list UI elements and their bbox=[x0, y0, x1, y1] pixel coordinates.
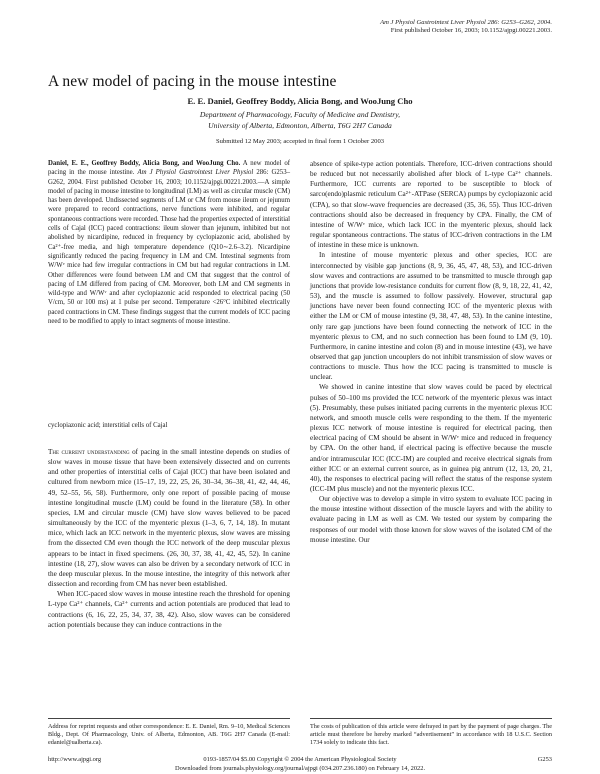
journal-citation-line: Am J Physiol Gastrointest Liver Physiol 286: G253–G262, 2004. bbox=[380, 19, 552, 26]
author-list: E. E. Daniel, Geoffrey Boddy, Alicia Bong, and WooJung Cho bbox=[187, 96, 413, 106]
abstract bbox=[48, 159, 290, 326]
affiliation-line-2: University of Alberta, Edmonton, Alberta, T6G 2H7 Canada bbox=[208, 121, 392, 130]
paragraph-text: of pacing in the small intestine depends on studies of slow waves in mouse tissue that have been extensively dissected and on currents and other properties of interstitial cells of Cajal (ICC) that have been isolated and cultured from newborn mice (15–17, 19, 22, 25, 26, 30–34, 36–38, 41, 42, 44, 46, 49, 52–55, 56, 58). Furthermore, only one report of possible pacing of mouse intestine longitudinal muscle (LM) could be found in the literature (58). In other species, LM and circular muscle (CM) have slow waves believed to be paced simultaneously by the ICC of the myenteric plexus (1–3, 6, 7, 14, 18). In mutant mice, which lack an ICC network in the myenteric plexus, slow waves are missing from the dissected CM even though the ICC network of the deep muscular plexus appears to be intact in fixed specimens. (26, 30, 37, 38, 41, 42, 45, 52). In canine intestine (18, 27), slow waves can also be driven by a secondary network of ICC in the deep muscular plexus. In the mouse intestine, the integrity of this network after dissection and recording from CM has never been established. bbox=[48, 448, 291, 589]
body-paragraph: absence of spike-type action potentials. Therefore, ICC-driven contractions should be reduced but not necessarily abolished after block of L-type Ca²⁺ channels. Furthermore, ICC currents are reported to be susceptible to block of sarco(endo)plasmic reticulum Ca²⁺-ATPase (SERCA) pumps by cyclopiazonic acid (CPA), so that slow-wave frequencies are decreased (35, 36, 55). Thus ICC-driven contractions should also be decreased in frequency by CPA. Finally, the CM of intestine of W/Wᵛ mice, which lack ICC in the myenteric plexus, should lack regular spontaneous contractions. The status of ICC-driven contractions in the LM of intestine in these mice is unknown. bbox=[310, 160, 552, 250]
body-paragraph: In intestine of mouse myenteric plexus and other species, ICC are interconnected by visible gap junctions (8, 9, 36, 45, 47, 48, 53), and ICC-driven slow waves and contractions are assumed to be transmitted to muscle through gap junctions that provide low-resistance conduits for current flow (8, 9, 18, 22, 41, 42, 53), and the muscle is assumed to follow passively. However, structural gap junctions have never been found connecting ICC of the myenteric plexus with either the LM or CM of mouse intestine (9, 38, 47, 48, 53). In the canine intestine, only rare gap junctions have been found connecting the network of ICC in the myenteric plexus to CM, and no such connection has been found to LM (9, 10). Furthermore, in canine intestine and colon (8) and in mouse intestine (43), we have observed that gap junction uncouplers do not inhibit transmission of slow waves or contractions to muscle. Thus how the ICC pacing is transmitted to muscle is unclear. bbox=[310, 251, 552, 382]
submission-dates: Submitted 12 May 2003; accepted in final form 1 October 2003 bbox=[215, 138, 385, 145]
footnote-rule-right bbox=[310, 718, 552, 719]
keywords: cyclopiazonic acid; interstitial cells of Cajal bbox=[48, 422, 168, 429]
correspondence-footnote: Address for reprint requests and other correspondence: E. E. Daniel, Rm. 9–10, Medical Sciences Bldg., Dept. Of Pharmacology, Univ. of Alberta, Edmonton, AB. T6G 2H7 Canada (E-mail: edaniel@ualberta.ca). bbox=[48, 723, 290, 746]
body-paragraph: We showed in canine intestine that slow waves could be paced by electrical pulses of 50–100 ms provided the ICC network of the myenteric plexus was intact (5). Presumably, these pulses initiated pacing currents in the myenteric plexus ICC network, and smooth muscle cells were responding to the them. If the myenteric plexus ICC network of mouse intestine is required for electrical pacing, then electrical pacing of CM should be absent in W/Wᵛ mice and reduced in frequency by CPA. On the other hand, if electrical pacing is effective because the muscle and/or intramuscular ICC (ICC-IM) are coupled and receive electrical signals from either ICC or an external current source, as in guinea pig antrum (12, 13, 20, 21, 40), the responses to electrical pacing will reflect the status of the response system (ICC-IM plus muscle) and not the myenteric plexus ICC. bbox=[310, 383, 552, 493]
body-column-right bbox=[310, 159, 552, 545]
affiliation bbox=[0, 109, 600, 131]
lead-in-text: The current understanding bbox=[48, 448, 130, 456]
footnote-rule-left bbox=[48, 718, 290, 719]
first-published-line: First published October 16, 2003; 10.1152/ajpgi.00221.2003. bbox=[390, 27, 552, 35]
body-column-left bbox=[48, 447, 290, 630]
abstract-citation-authors: Daniel, E. E., Geoffrey Boddy, Alicia Bong, and WooJung Cho. bbox=[48, 160, 241, 167]
abstract-citation-details: 286: G253–G262, 2004. First published October 16, 2003; 10.1152/ajpgi.00221.2003.— bbox=[48, 169, 290, 186]
copyright-line: 0193-1857/04 $5.00 Copyright © 2004 the American Physiological Society bbox=[203, 756, 397, 763]
journal-url: http://www.ajpgi.org bbox=[48, 756, 102, 763]
body-paragraph bbox=[48, 447, 290, 589]
abstract-body: A simple model of pacing in mouse intestine to longitudinal (LM) as well as circular muscle (CM) has been developed. Undissected segments of LM or CM from mouse ileum or jejunum were prepared to record contractions, nerve functions were inhibited, and regular spontaneous contractions were recorded. Those had the properties expected of interstitial cells of Cajal (ICC) paced contractions: ileum slower than jejunum, inhibited but not abolished by nicardipine, reduced in frequency by cyclopiazonic acid, abolished by Ca²⁺-free media, and high temperature dependence (Q10∼2.6–3.2). Nicardipine significantly reduced the pacing frequency in LM and CM. Intestinal segments from W/Wᵛ mice had few irregular contractions in CM but had regular contractions in LM. Other differences were found between LM and CM that suggest that the control of pacing of LM differed from pacing of CM. Moreover, both LM and CM segments in wild-type and W/Wᵛ and after cyclopiazonic acid responded to electrical pacing (50 V/cm, 50 or 100 ms) at 1 pulse per second. Temperature <26°C inhibited electrically paced contractions in CM. These findings suggest that the current models of ICC pacing need to be modified to apply to intact segments of mouse intestine. bbox=[48, 178, 290, 326]
affiliation-line-1: Department of Pharmacology, Faculty of Medicine and Dentistry, bbox=[199, 110, 401, 119]
abstract-citation-title: A new model of pacing in the mouse intestine. bbox=[48, 160, 290, 177]
running-header bbox=[380, 19, 552, 36]
download-notice: Downloaded from journals.physiology.org/journal/ajpgi (034.207.236.180) on February 14, 2022. bbox=[174, 765, 426, 772]
page-number: G253 bbox=[537, 756, 552, 763]
body-paragraph: When ICC-paced slow waves in mouse intestine reach the threshold for opening L-type Ca²⁺ channels, Ca²⁺ currents and action potentials are produced that lead to contractions (6, 16, 22, 25, 34, 37, 38, 42). Also, slow waves can be considered action potentials because they can induce contractions in the bbox=[48, 590, 290, 629]
body-paragraph: Our objective was to develop a simple in vitro system to evaluate ICC pacing in the mouse intestine without dissection of the muscle layers and with the ability to evaluate pacing in LM as well as CM. We tested our system by comparing the responses of our model with those known for slow waves of the isolated CM of the mouse intestine. Our bbox=[310, 495, 552, 544]
article-title: A new model of pacing in the mouse intestine bbox=[48, 73, 337, 90]
page-charges-footnote: The costs of publication of this article were defrayed in part by the payment of page charges. The article must therefore be hereby marked “advertisement” in accordance with 18 U.S.C. Section 1734 solely to indicate this fact. bbox=[310, 723, 552, 746]
abstract-citation-journal: Am J Physiol Gastrointest Liver Physiol bbox=[137, 169, 254, 177]
